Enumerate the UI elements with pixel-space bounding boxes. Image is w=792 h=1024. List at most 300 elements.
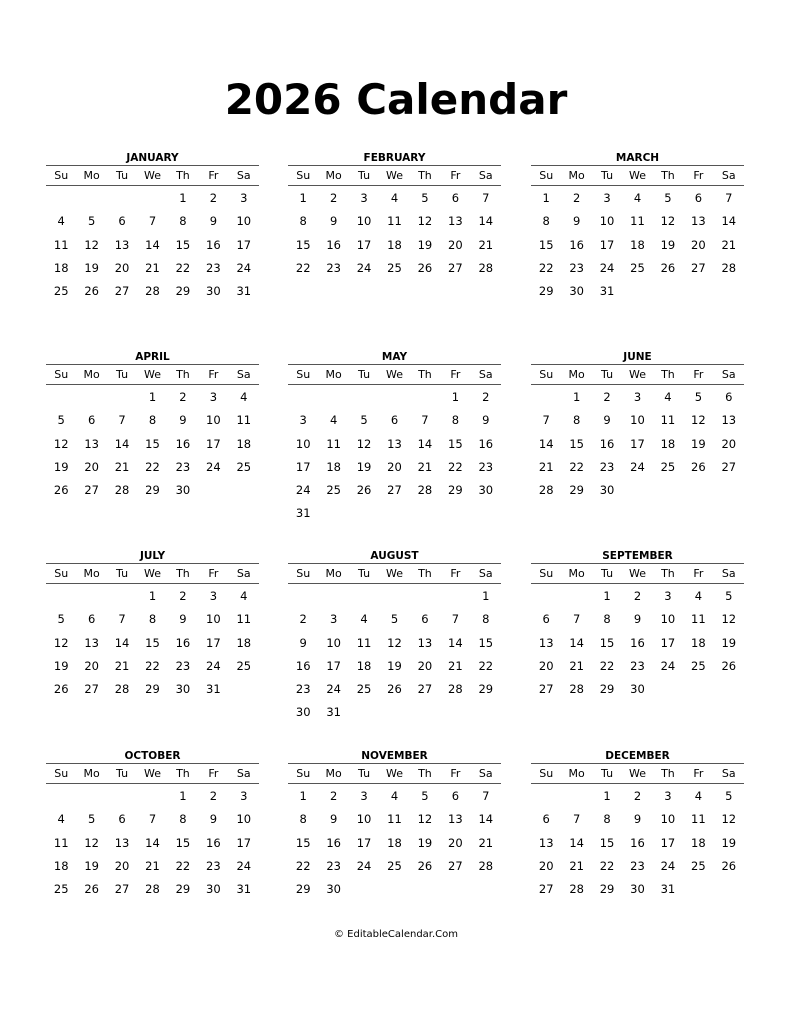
week-row xyxy=(288,502,501,525)
weekday-label: Mo xyxy=(325,368,342,381)
day-cell: 14 xyxy=(417,436,433,451)
month-name: FEBRUARY xyxy=(288,151,501,166)
weekday-label: Fr xyxy=(693,368,704,381)
weekday-label: Tu xyxy=(116,567,129,580)
day-cell: 15 xyxy=(295,835,311,850)
day-cell: 12 xyxy=(417,812,433,827)
day-cell: 5 xyxy=(390,612,399,627)
month-march xyxy=(531,151,744,303)
day-cell: 24 xyxy=(356,858,372,873)
day-cell: 20 xyxy=(691,237,706,252)
weekday-label: We xyxy=(385,169,403,182)
weekday-label: Sa xyxy=(236,767,251,780)
day-cell: 8 xyxy=(603,812,611,827)
day-cell: 10 xyxy=(599,214,615,229)
week-row xyxy=(531,855,744,878)
day-cell: 22 xyxy=(599,658,615,673)
week-row xyxy=(288,386,501,409)
day-cell: 29 xyxy=(145,483,160,498)
days-grid xyxy=(288,186,501,280)
day-cell: 26 xyxy=(721,858,737,873)
week-row xyxy=(288,608,501,631)
day-cell: 23 xyxy=(206,858,221,873)
days-grid xyxy=(288,584,501,725)
weekday-label: Mo xyxy=(568,767,585,780)
week-row xyxy=(531,785,744,808)
day-cell xyxy=(349,878,379,901)
day-cell: 12 xyxy=(691,413,706,428)
day-cell xyxy=(76,785,106,808)
day-cell: 16 xyxy=(206,237,221,252)
day-cell: 15 xyxy=(145,436,160,451)
day-cell: 30 xyxy=(630,682,645,697)
day-cell: 6 xyxy=(390,413,399,428)
day-cell: 16 xyxy=(175,635,191,650)
day-cell: 7 xyxy=(421,413,429,428)
day-cell: 17 xyxy=(295,459,311,474)
day-cell: 25 xyxy=(387,260,402,275)
day-cell: 18 xyxy=(356,658,372,673)
week-row xyxy=(288,678,501,701)
day-cell: 28 xyxy=(448,682,463,697)
day-cell: 3 xyxy=(209,589,218,603)
day-cell xyxy=(440,502,470,525)
day-cell: 10 xyxy=(660,612,676,627)
day-cell xyxy=(137,785,167,808)
day-cell xyxy=(410,878,440,901)
day-cell: 10 xyxy=(356,812,372,827)
day-cell: 7 xyxy=(118,612,126,627)
weekday-header xyxy=(288,564,501,584)
day-cell: 4 xyxy=(329,413,338,428)
day-cell xyxy=(653,479,683,502)
day-cell: 24 xyxy=(326,682,341,697)
day-cell: 2 xyxy=(572,191,581,205)
day-cell: 30 xyxy=(206,882,221,897)
week-row xyxy=(531,234,744,257)
day-cell: 27 xyxy=(114,882,130,897)
day-cell: 22 xyxy=(175,858,191,873)
day-cell: 26 xyxy=(660,260,676,275)
day-cell: 9 xyxy=(572,214,581,229)
week-row xyxy=(46,655,259,678)
weekday-label: Fr xyxy=(693,169,704,182)
day-cell: 5 xyxy=(87,812,96,827)
day-cell: 7 xyxy=(542,413,550,428)
day-cell: 19 xyxy=(691,436,706,451)
day-cell: 21 xyxy=(145,858,160,873)
day-cell: 16 xyxy=(326,835,341,850)
day-cell: 9 xyxy=(209,812,218,827)
day-cell xyxy=(318,502,348,525)
day-cell: 8 xyxy=(572,413,581,428)
week-row xyxy=(46,878,259,901)
day-cell: 24 xyxy=(660,858,676,873)
weekday-label: We xyxy=(143,169,161,182)
day-cell: 18 xyxy=(387,237,402,252)
day-cell xyxy=(561,785,591,808)
day-cell xyxy=(683,878,713,901)
day-cell: 27 xyxy=(691,260,706,275)
day-cell: 10 xyxy=(206,612,221,627)
days-grid xyxy=(46,186,259,303)
day-cell: 3 xyxy=(664,789,672,803)
week-row xyxy=(288,433,501,456)
day-cell: 19 xyxy=(721,835,737,850)
weekday-label: Fr xyxy=(693,567,704,580)
day-cell: 9 xyxy=(329,812,338,827)
weekday-label: We xyxy=(628,169,646,182)
day-cell: 4 xyxy=(240,390,248,404)
day-cell: 1 xyxy=(482,589,490,603)
day-cell: 9 xyxy=(329,214,338,229)
day-cell: 8 xyxy=(148,612,157,627)
day-cell: 6 xyxy=(118,214,126,229)
day-cell: 23 xyxy=(478,459,494,474)
weekday-label: Th xyxy=(176,169,190,182)
week-row xyxy=(46,386,259,409)
day-cell xyxy=(410,701,440,724)
day-cell: 27 xyxy=(538,882,554,897)
day-cell: 27 xyxy=(721,459,737,474)
day-cell: 10 xyxy=(630,413,645,428)
weekday-label: Th xyxy=(418,767,432,780)
day-cell: 20 xyxy=(114,858,130,873)
day-cell: 17 xyxy=(660,835,676,850)
day-cell: 26 xyxy=(387,682,402,697)
day-cell: 19 xyxy=(721,635,737,650)
day-cell xyxy=(107,585,137,608)
week-row xyxy=(531,632,744,655)
weekday-label: We xyxy=(628,368,646,381)
day-cell: 27 xyxy=(448,260,463,275)
day-cell: 13 xyxy=(114,237,130,252)
days-grid xyxy=(46,385,259,502)
weekday-label: Mo xyxy=(568,368,585,381)
day-cell: 17 xyxy=(599,237,615,252)
day-cell xyxy=(714,678,744,701)
day-cell: 23 xyxy=(630,858,645,873)
day-cell: 25 xyxy=(356,682,372,697)
day-cell xyxy=(46,187,76,210)
days-grid xyxy=(531,784,744,901)
day-cell: 20 xyxy=(448,835,463,850)
day-cell: 7 xyxy=(572,812,581,827)
day-cell: 23 xyxy=(206,260,221,275)
week-row xyxy=(288,210,501,233)
day-cell: 16 xyxy=(175,436,191,451)
weekday-header xyxy=(46,564,259,584)
day-cell xyxy=(410,386,440,409)
day-cell: 26 xyxy=(84,882,99,897)
day-cell xyxy=(471,502,501,525)
weekday-label: Th xyxy=(661,767,675,780)
weekday-header xyxy=(288,764,501,784)
month-september xyxy=(531,549,744,701)
day-cell: 30 xyxy=(630,882,645,897)
day-cell: 19 xyxy=(84,858,99,873)
day-cell: 8 xyxy=(299,214,307,229)
week-row xyxy=(288,479,501,502)
day-cell: 5 xyxy=(421,789,429,803)
day-cell: 30 xyxy=(326,882,341,897)
weekday-label: Mo xyxy=(325,567,342,580)
month-name: SEPTEMBER xyxy=(531,549,744,564)
day-cell: 9 xyxy=(179,612,187,627)
weekday-label: Su xyxy=(539,567,554,580)
day-cell: 8 xyxy=(179,214,187,229)
weekday-label: Su xyxy=(539,368,554,381)
day-cell: 1 xyxy=(542,191,550,205)
day-cell: 18 xyxy=(236,635,252,650)
day-cell: 15 xyxy=(175,835,191,850)
day-cell: 22 xyxy=(478,658,494,673)
weekday-label: Mo xyxy=(568,567,585,580)
weekday-label: Th xyxy=(661,368,675,381)
day-cell: 4 xyxy=(360,612,368,627)
day-cell xyxy=(76,187,106,210)
month-name: MAY xyxy=(288,350,501,365)
day-cell: 9 xyxy=(603,413,611,428)
day-cell: 19 xyxy=(660,237,676,252)
day-cell: 14 xyxy=(114,436,130,451)
weekday-label: Su xyxy=(54,169,69,182)
day-cell: 4 xyxy=(240,589,248,603)
month-name: DECEMBER xyxy=(531,749,744,764)
month-name: APRIL xyxy=(46,350,259,365)
day-cell: 20 xyxy=(538,858,554,873)
week-row xyxy=(288,632,501,655)
week-row xyxy=(531,257,744,280)
day-cell: 29 xyxy=(538,284,554,299)
day-cell: 30 xyxy=(478,483,494,498)
day-cell xyxy=(46,386,76,409)
day-cell: 20 xyxy=(417,658,433,673)
day-cell: 24 xyxy=(660,658,676,673)
day-cell: 9 xyxy=(633,812,642,827)
day-cell: 23 xyxy=(326,858,341,873)
day-cell xyxy=(471,701,501,724)
weekday-label: Th xyxy=(418,368,432,381)
day-cell: 11 xyxy=(691,812,706,827)
weekday-label: Fr xyxy=(450,767,461,780)
weekday-label: We xyxy=(385,567,403,580)
weekday-label: Fr xyxy=(208,169,219,182)
day-cell: 13 xyxy=(538,835,554,850)
day-cell: 5 xyxy=(421,191,429,205)
page-title: 2026 Calendar xyxy=(224,75,568,124)
day-cell: 7 xyxy=(148,214,157,229)
day-cell xyxy=(622,479,652,502)
day-cell: 28 xyxy=(417,483,433,498)
day-cell: 19 xyxy=(53,459,69,474)
day-cell: 29 xyxy=(478,682,494,697)
day-cell: 22 xyxy=(569,459,584,474)
week-row xyxy=(46,785,259,808)
weekday-label: Tu xyxy=(116,368,129,381)
week-row xyxy=(531,608,744,631)
day-cell: 3 xyxy=(603,191,611,205)
day-cell: 29 xyxy=(295,882,311,897)
days-grid xyxy=(531,186,744,303)
day-cell xyxy=(349,386,379,409)
day-cell: 3 xyxy=(360,191,368,205)
day-cell: 12 xyxy=(721,812,737,827)
month-february xyxy=(288,151,501,280)
weekday-header xyxy=(46,365,259,385)
weekday-label: Fr xyxy=(208,567,219,580)
day-cell: 31 xyxy=(326,705,341,720)
day-cell: 18 xyxy=(691,835,706,850)
weekday-label: Su xyxy=(296,368,311,381)
day-cell: 17 xyxy=(326,658,341,673)
day-cell: 21 xyxy=(448,658,463,673)
day-cell: 16 xyxy=(630,835,645,850)
day-cell: 10 xyxy=(236,214,252,229)
day-cell: 2 xyxy=(603,390,611,404)
weekday-label: Tu xyxy=(601,567,614,580)
day-cell: 19 xyxy=(387,658,402,673)
weekday-header xyxy=(531,564,744,584)
weekday-label: Sa xyxy=(478,368,493,381)
weekday-label: Tu xyxy=(358,169,371,182)
day-cell: 13 xyxy=(538,635,554,650)
day-cell: 5 xyxy=(725,789,733,803)
week-row xyxy=(46,257,259,280)
day-cell: 7 xyxy=(451,612,460,627)
day-cell: 13 xyxy=(448,812,463,827)
day-cell: 12 xyxy=(387,635,402,650)
weekday-label: Fr xyxy=(208,368,219,381)
day-cell xyxy=(531,785,561,808)
week-row xyxy=(46,210,259,233)
day-cell xyxy=(349,502,379,525)
day-cell: 17 xyxy=(630,436,645,451)
day-cell: 10 xyxy=(660,812,676,827)
month-name: MARCH xyxy=(531,151,744,166)
day-cell: 31 xyxy=(236,284,252,299)
day-cell: 25 xyxy=(53,882,69,897)
day-cell: 12 xyxy=(660,214,676,229)
day-cell: 21 xyxy=(569,858,584,873)
day-cell: 7 xyxy=(482,191,490,205)
weekday-label: Mo xyxy=(83,368,100,381)
day-cell: 6 xyxy=(87,612,96,627)
day-cell xyxy=(410,585,440,608)
day-cell xyxy=(318,386,348,409)
day-cell xyxy=(379,502,409,525)
day-cell: 25 xyxy=(630,260,645,275)
weekday-label: Su xyxy=(539,767,554,780)
day-cell: 28 xyxy=(478,858,494,873)
day-cell: 11 xyxy=(356,635,372,650)
weekday-label: Tu xyxy=(358,767,371,780)
day-cell: 19 xyxy=(84,260,99,275)
month-name: JUNE xyxy=(531,350,744,365)
day-cell: 10 xyxy=(236,812,252,827)
weekday-label: Fr xyxy=(208,767,219,780)
day-cell: 11 xyxy=(236,413,252,428)
day-cell: 14 xyxy=(478,812,494,827)
weekday-label: Th xyxy=(176,567,190,580)
weekday-label: Sa xyxy=(478,169,493,182)
day-cell xyxy=(714,878,744,901)
week-row xyxy=(531,655,744,678)
day-cell: 28 xyxy=(721,260,737,275)
day-cell: 2 xyxy=(209,191,218,205)
day-cell: 1 xyxy=(451,390,460,404)
week-row xyxy=(46,808,259,831)
day-cell: 5 xyxy=(87,214,96,229)
day-cell: 4 xyxy=(57,214,65,229)
day-cell: 25 xyxy=(326,483,341,498)
day-cell: 26 xyxy=(53,682,69,697)
day-cell: 18 xyxy=(630,237,645,252)
day-cell: 27 xyxy=(387,483,402,498)
day-cell: 21 xyxy=(417,459,433,474)
month-april xyxy=(46,350,259,502)
day-cell: 6 xyxy=(87,413,96,428)
day-cell: 19 xyxy=(417,237,433,252)
day-cell: 2 xyxy=(482,390,490,404)
day-cell: 24 xyxy=(206,459,221,474)
day-cell xyxy=(46,785,76,808)
month-may xyxy=(288,350,501,526)
weekday-label: Mo xyxy=(325,169,342,182)
day-cell: 8 xyxy=(179,812,187,827)
day-cell: 14 xyxy=(145,237,160,252)
weekday-label: Tu xyxy=(358,567,371,580)
day-cell: 8 xyxy=(451,413,460,428)
day-cell: 22 xyxy=(295,858,311,873)
day-cell xyxy=(46,585,76,608)
day-cell: 29 xyxy=(175,882,191,897)
day-cell: 11 xyxy=(53,835,69,850)
day-cell: 28 xyxy=(145,284,160,299)
day-cell: 19 xyxy=(53,658,69,673)
day-cell: 9 xyxy=(299,635,307,650)
week-row xyxy=(288,585,501,608)
weekday-label: Tu xyxy=(601,767,614,780)
day-cell: 17 xyxy=(356,835,372,850)
day-cell: 6 xyxy=(694,191,703,205)
day-cell: 2 xyxy=(179,589,187,603)
day-cell: 30 xyxy=(569,284,584,299)
day-cell: 6 xyxy=(542,812,550,827)
day-cell: 16 xyxy=(206,835,221,850)
day-cell xyxy=(349,585,379,608)
week-row xyxy=(531,832,744,855)
day-cell: 2 xyxy=(633,789,642,803)
day-cell: 6 xyxy=(451,191,460,205)
day-cell: 20 xyxy=(721,436,737,451)
day-cell: 30 xyxy=(175,682,191,697)
week-row xyxy=(46,187,259,210)
week-row xyxy=(531,585,744,608)
weekday-label: Su xyxy=(296,567,311,580)
day-cell: 20 xyxy=(538,658,554,673)
weekday-label: We xyxy=(143,767,161,780)
day-cell: 11 xyxy=(326,436,341,451)
day-cell: 2 xyxy=(329,789,338,803)
day-cell: 15 xyxy=(599,635,615,650)
day-cell: 31 xyxy=(236,882,252,897)
day-cell: 4 xyxy=(390,191,399,205)
day-cell: 7 xyxy=(482,789,490,803)
weekday-label: Mo xyxy=(83,169,100,182)
weekday-label: We xyxy=(143,567,161,580)
day-cell: 4 xyxy=(57,812,65,827)
